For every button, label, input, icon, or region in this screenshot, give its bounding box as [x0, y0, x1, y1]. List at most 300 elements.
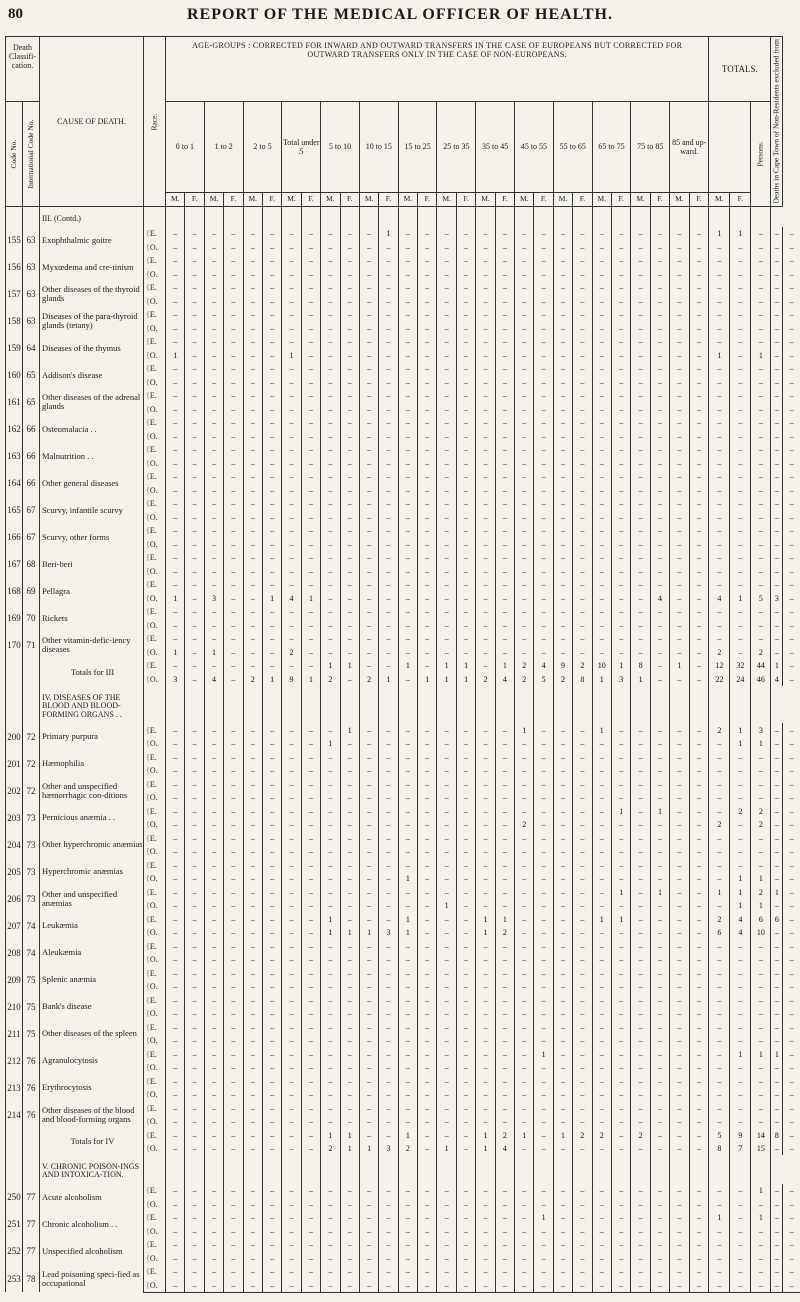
cell-value: –	[495, 1211, 514, 1225]
cell-value: –	[650, 953, 669, 966]
cell-value: –	[709, 497, 730, 511]
cell-value: –	[204, 389, 223, 403]
cell-value: –	[321, 376, 340, 389]
cell-value: –	[418, 335, 437, 349]
cell-value: –	[262, 241, 281, 254]
cell-value: –	[612, 966, 631, 980]
cell-value: –	[359, 403, 378, 416]
cell-value: –	[476, 1115, 495, 1128]
cell-value: –	[185, 362, 204, 376]
cell-value: –	[224, 1279, 243, 1293]
cell-value: –	[650, 980, 669, 993]
cell-value: –	[495, 632, 514, 646]
cell-value: –	[166, 737, 185, 750]
cell-value: –	[515, 511, 534, 524]
cell-value: –	[534, 1115, 553, 1128]
cell-value: –	[771, 1020, 783, 1034]
cell-value: –	[418, 926, 437, 939]
cell-value: –	[534, 416, 553, 430]
cell-value: –	[515, 1074, 534, 1088]
cell-value: –	[418, 227, 437, 241]
intl-code-no: 75	[23, 993, 40, 1020]
cell-value: –	[418, 1142, 437, 1155]
cell-value: –	[282, 953, 301, 966]
cell-value: –	[573, 777, 592, 791]
cell-value: –	[359, 1034, 378, 1047]
table-row	[6, 524, 800, 538]
cell-value: –	[573, 416, 592, 430]
race-label: O.	[149, 431, 158, 441]
table-row	[6, 966, 800, 980]
cell-value: –	[456, 1115, 475, 1128]
age-group-header: Total under 5	[282, 102, 321, 193]
cell-value: –	[612, 1061, 631, 1074]
cell-value: –	[612, 1265, 631, 1279]
cell-value: –	[670, 926, 689, 939]
race-european	[144, 416, 166, 430]
cell-value: –	[224, 389, 243, 403]
cell-value: –	[592, 980, 611, 993]
cell-value: –	[321, 993, 340, 1007]
code-no: 158	[6, 308, 23, 335]
cell-value: –	[185, 737, 204, 750]
cell-value: –	[515, 592, 534, 605]
cell-value: –	[553, 497, 572, 511]
cell-value: –	[321, 845, 340, 858]
cell-value: –	[573, 335, 592, 349]
cell-value: 4	[709, 592, 730, 605]
cell-value: –	[771, 1225, 783, 1238]
cell-value: –	[262, 619, 281, 632]
cell-value: –	[771, 1265, 783, 1279]
cell-value: –	[771, 845, 783, 858]
cell-value: –	[185, 443, 204, 457]
cell-value: –	[592, 1061, 611, 1074]
cell-value: 5	[709, 1128, 730, 1142]
cell-value: –	[631, 1115, 650, 1128]
cell-value: –	[631, 470, 650, 484]
cell-value: –	[631, 1252, 650, 1265]
cell-value: –	[224, 993, 243, 1007]
cell-value: –	[631, 484, 650, 497]
cell-value: –	[631, 403, 650, 416]
cell-value: –	[437, 723, 456, 737]
cell-value: –	[224, 538, 243, 551]
cell-value: 3	[166, 673, 185, 686]
cell-value: –	[418, 1225, 437, 1238]
cell-value: –	[515, 1115, 534, 1128]
cell-value: –	[670, 858, 689, 872]
cell-value: –	[670, 1101, 689, 1115]
cell-value: 2	[751, 646, 771, 659]
page-number: 80	[8, 6, 23, 22]
cell-value: –	[379, 1061, 398, 1074]
code-no: 166	[6, 524, 23, 551]
cell-value: –	[262, 1225, 281, 1238]
cell-value: –	[783, 1101, 800, 1115]
cell-value: –	[301, 349, 320, 362]
cell-value: –	[495, 1020, 514, 1034]
cell-value: –	[379, 349, 398, 362]
cell-value: –	[476, 1225, 495, 1238]
section-heading-row	[6, 686, 800, 723]
cell-value: –	[204, 254, 223, 268]
cell-value: –	[379, 470, 398, 484]
race-non-european	[144, 376, 166, 389]
cell-value: –	[771, 723, 783, 737]
intl-code-no: 74	[23, 939, 40, 966]
cell-value: –	[709, 831, 730, 845]
cell-value: –	[243, 497, 262, 511]
cell-value: –	[166, 993, 185, 1007]
cell-value: –	[592, 349, 611, 362]
cell-value: –	[321, 1252, 340, 1265]
cell-value: –	[204, 295, 223, 308]
cell-value: –	[515, 376, 534, 389]
race-european	[144, 1020, 166, 1034]
cell-value: –	[456, 899, 475, 912]
cell-value: –	[359, 777, 378, 791]
cell-value: 1	[730, 592, 751, 605]
cell-value: –	[301, 1238, 320, 1252]
cause-of-death: Lead poisoning speci-fied as occupational	[40, 1265, 144, 1293]
cell-value: –	[204, 737, 223, 750]
cell-value: –	[262, 939, 281, 953]
cell-value: –	[379, 457, 398, 470]
cell-value: –	[709, 295, 730, 308]
cell-value: –	[783, 980, 800, 993]
cell-value: –	[534, 899, 553, 912]
cell-value: –	[476, 1020, 495, 1034]
cell-value: –	[534, 723, 553, 737]
cell-value: 4	[771, 673, 783, 686]
race-non-european	[144, 764, 166, 777]
cell-value: –	[437, 1034, 456, 1047]
cell-value: 1	[166, 646, 185, 659]
cell-value: –	[359, 1225, 378, 1238]
intl-code-no: 64	[23, 335, 40, 362]
age-groups-header: AGE-GROUPS : CORRECTED FOR INWARD AND OUTWARD TRANSFERS IN THE CASE OF EUROPEANS BUT CORRECTED FOR OUTWARD TRANSFERS ONLY IN THE CASE OF NON-EUROPEANS.	[166, 37, 709, 102]
cell-value: –	[612, 457, 631, 470]
cell-value: –	[166, 791, 185, 804]
cell-value: –	[224, 926, 243, 939]
cell-value: –	[751, 470, 771, 484]
cell-value: –	[204, 764, 223, 777]
cell-value: –	[650, 457, 669, 470]
cell-value: –	[592, 1088, 611, 1101]
cell-value: –	[689, 804, 709, 818]
cell-value: –	[321, 777, 340, 791]
cell-value: –	[592, 1184, 611, 1198]
cell-value: –	[495, 818, 514, 831]
brace-glyph: {	[146, 539, 150, 549]
brace-glyph: {	[146, 739, 150, 749]
cell-value: –	[553, 1265, 572, 1279]
cell-value: –	[340, 389, 359, 403]
cell-value: –	[553, 295, 572, 308]
cell-value: –	[340, 1061, 359, 1074]
cell-value: 1	[612, 885, 631, 899]
cell-value: –	[534, 578, 553, 592]
cell-value: –	[301, 750, 320, 764]
cell-value: –	[418, 254, 437, 268]
cell-value: –	[751, 1007, 771, 1020]
cell-value: –	[515, 241, 534, 254]
cell-value: –	[301, 362, 320, 376]
cell-value: –	[515, 578, 534, 592]
cell-value: –	[771, 430, 783, 443]
cell-value: –	[437, 818, 456, 831]
cell-value: –	[185, 241, 204, 254]
cell-value: –	[321, 1020, 340, 1034]
cell-value: –	[379, 605, 398, 619]
cell-value: –	[631, 497, 650, 511]
cell-value: –	[224, 254, 243, 268]
table-row	[6, 1211, 800, 1225]
cell-value: –	[301, 268, 320, 281]
race-label: E.	[149, 229, 157, 239]
cell-value: –	[709, 403, 730, 416]
cell-value: –	[379, 1252, 398, 1265]
cell-value: –	[534, 511, 553, 524]
cell-value: –	[592, 619, 611, 632]
cell-value: –	[730, 1198, 751, 1211]
cell-value: –	[456, 1020, 475, 1034]
cell-value: –	[709, 939, 730, 953]
race-european	[144, 885, 166, 899]
cell-value: –	[689, 750, 709, 764]
cell-value: –	[166, 831, 185, 845]
cell-value: –	[398, 1020, 417, 1034]
brace-glyph: {	[146, 674, 150, 684]
cell-value: –	[340, 254, 359, 268]
cell-value: –	[204, 791, 223, 804]
cell-value: –	[243, 376, 262, 389]
cell-value: –	[709, 764, 730, 777]
code-no: 159	[6, 335, 23, 362]
cell-value: –	[631, 1020, 650, 1034]
race-non-european	[144, 872, 166, 885]
cell-value: 1	[301, 673, 320, 686]
cell-value: –	[282, 430, 301, 443]
cell-value: –	[204, 980, 223, 993]
cell-value: –	[573, 1265, 592, 1279]
cell-value: –	[282, 737, 301, 750]
cell-value: –	[689, 953, 709, 966]
race-label: O.	[149, 1199, 158, 1209]
cell-value: –	[612, 497, 631, 511]
brace-glyph: {	[146, 661, 150, 671]
cell-value: –	[515, 1020, 534, 1034]
cell-value: –	[650, 335, 669, 349]
brace-glyph: {	[146, 928, 150, 938]
cell-value: –	[262, 430, 281, 443]
cell-value: –	[689, 1198, 709, 1211]
cell-value: –	[709, 858, 730, 872]
cell-value: –	[359, 899, 378, 912]
cell-value: –	[398, 592, 417, 605]
brace-glyph: {	[146, 634, 150, 644]
cell-value: –	[243, 403, 262, 416]
cell-value: –	[670, 953, 689, 966]
cell-value: –	[631, 524, 650, 538]
cell-value: –	[418, 416, 437, 430]
cell-value: –	[321, 322, 340, 335]
cell-value: –	[262, 511, 281, 524]
cell-value: –	[262, 1198, 281, 1211]
cell-value: –	[631, 980, 650, 993]
cell-value: –	[689, 605, 709, 619]
cell-value: –	[553, 926, 572, 939]
cell-value: –	[730, 430, 751, 443]
cell-value: –	[592, 1142, 611, 1155]
cell-value: –	[321, 1034, 340, 1047]
cell-value: –	[379, 845, 398, 858]
cell-value: –	[631, 268, 650, 281]
cell-value: –	[398, 362, 417, 376]
cell-value: 3	[751, 723, 771, 737]
cell-value: –	[204, 308, 223, 322]
cell-value: 1	[592, 673, 611, 686]
brace-glyph: {	[146, 941, 150, 951]
code-no	[6, 659, 23, 686]
cell-value: –	[166, 723, 185, 737]
cell-value: –	[166, 659, 185, 673]
cell-value: –	[592, 1074, 611, 1088]
cell-value: –	[515, 227, 534, 241]
cell-value: –	[783, 777, 800, 791]
cell-value: –	[476, 1047, 495, 1061]
cell-value: –	[730, 470, 751, 484]
cell-value: –	[359, 605, 378, 619]
cell-value: –	[418, 295, 437, 308]
brace-glyph: {	[146, 968, 150, 978]
cell-value: –	[379, 737, 398, 750]
cell-value: –	[243, 858, 262, 872]
cell-value: 1	[321, 926, 340, 939]
cell-value: –	[515, 389, 534, 403]
cell-value: –	[592, 389, 611, 403]
cell-value: –	[592, 241, 611, 254]
cell-value: –	[592, 308, 611, 322]
cell-value: –	[379, 335, 398, 349]
cell-value: –	[301, 723, 320, 737]
race-non-european	[144, 430, 166, 443]
race-label: E.	[149, 634, 157, 644]
race-label: E.	[149, 472, 157, 482]
code-no: 203	[6, 804, 23, 831]
cell-value: –	[321, 538, 340, 551]
cell-value: 1	[398, 912, 417, 926]
cell-value: –	[185, 912, 204, 926]
race-european	[144, 777, 166, 791]
race-european	[144, 831, 166, 845]
brace-glyph: {	[146, 296, 150, 306]
cell-value: –	[282, 1279, 301, 1293]
race-non-european	[144, 403, 166, 416]
cell-value: –	[262, 993, 281, 1007]
cause-of-death: Other diseases of the spleen	[40, 1020, 144, 1047]
cell-value: –	[515, 565, 534, 578]
cell-value: –	[437, 1007, 456, 1020]
cell-value: –	[301, 646, 320, 659]
cell-value: –	[204, 899, 223, 912]
cell-value: –	[418, 457, 437, 470]
cell-value: –	[631, 1047, 650, 1061]
cell-value: –	[321, 858, 340, 872]
cell-value: –	[650, 484, 669, 497]
cell-value: –	[418, 1265, 437, 1279]
cell-value: –	[592, 1047, 611, 1061]
cell-value: –	[224, 511, 243, 524]
brace-glyph: {	[146, 1240, 150, 1250]
race-european	[144, 578, 166, 592]
cell-value: –	[783, 524, 800, 538]
cell-value: –	[262, 980, 281, 993]
cause-of-death: Malnutrition . .	[40, 443, 144, 470]
cell-value: –	[689, 1088, 709, 1101]
cell-value: –	[359, 295, 378, 308]
cell-value: –	[282, 1142, 301, 1155]
cell-value: –	[359, 470, 378, 484]
cell-value: –	[670, 993, 689, 1007]
cell-value: –	[456, 966, 475, 980]
cell-value: –	[592, 484, 611, 497]
cell-value: –	[709, 376, 730, 389]
cell-value: –	[456, 646, 475, 659]
cell-value: –	[553, 565, 572, 578]
cell-value: –	[204, 1238, 223, 1252]
cell-value: –	[398, 1211, 417, 1225]
race-european	[144, 750, 166, 764]
cell-value: –	[301, 389, 320, 403]
cell-value: –	[783, 403, 800, 416]
female-column-header: F.	[185, 192, 204, 206]
cell-value: –	[730, 241, 751, 254]
cell-value: –	[783, 885, 800, 899]
cell-value: –	[515, 1061, 534, 1074]
cell-value: –	[185, 524, 204, 538]
cell-value: –	[534, 791, 553, 804]
cell-value: 6	[771, 912, 783, 926]
cell-value: –	[359, 993, 378, 1007]
cell-value: –	[573, 750, 592, 764]
cell-value: –	[166, 885, 185, 899]
race-label: O.	[149, 512, 158, 522]
cell-value: –	[709, 551, 730, 565]
cell-value: –	[243, 349, 262, 362]
cell-value: –	[185, 1061, 204, 1074]
cell-value: –	[340, 939, 359, 953]
cell-value: –	[476, 632, 495, 646]
race-european	[144, 443, 166, 457]
cell-value: –	[185, 993, 204, 1007]
cell-value: –	[224, 308, 243, 322]
race-label: E.	[149, 607, 157, 617]
cell-value: –	[751, 389, 771, 403]
cell-value: –	[534, 939, 553, 953]
cell-value: –	[783, 659, 800, 673]
cell-value: –	[612, 241, 631, 254]
cell-value: –	[783, 1225, 800, 1238]
cell-value: –	[553, 1211, 572, 1225]
brace-glyph: {	[146, 391, 150, 401]
cell-value: –	[573, 619, 592, 632]
cell-value: –	[262, 872, 281, 885]
cell-value: –	[476, 497, 495, 511]
brace-glyph: {	[146, 445, 150, 455]
cell-value: –	[495, 804, 514, 818]
